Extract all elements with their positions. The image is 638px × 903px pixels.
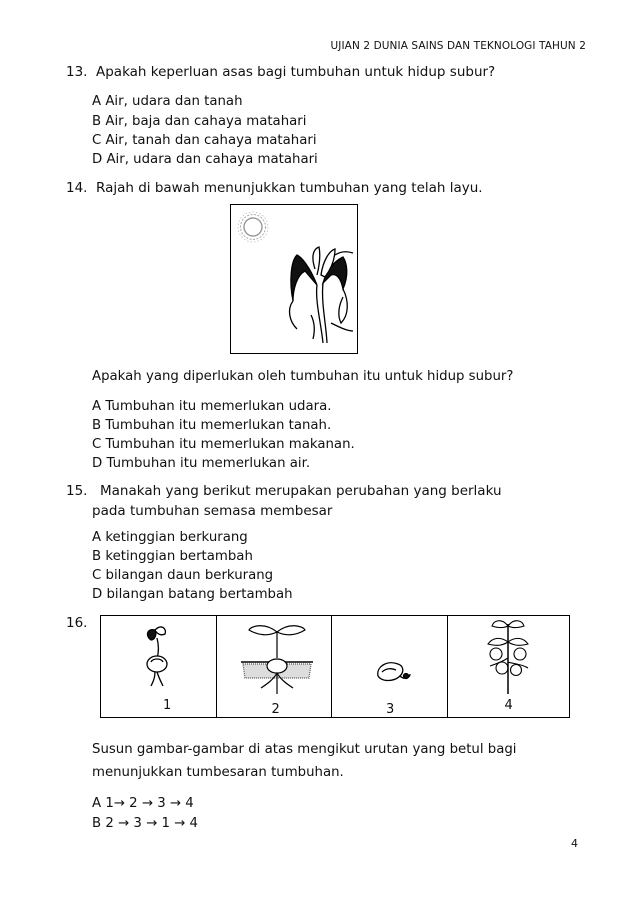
- stage-label-4: 4: [504, 698, 513, 713]
- q13-option-a: A Air, udara dan tanah: [92, 94, 243, 109]
- sprouting-seed-icon: [147, 627, 167, 686]
- q15-text-line1: Manakah yang berikut merupakan perubahan yang berlaku: [100, 483, 502, 499]
- q14-number: 14.: [66, 180, 88, 196]
- q14-option-d: D Tumbuhan itu memerlukan air.: [92, 456, 311, 471]
- q14-question: Apakah yang diperlukan oleh tumbuhan itu untuk hidup subur?: [92, 369, 514, 384]
- q16-option-b: B 2 → 3 → 1 → 4: [92, 816, 198, 831]
- wilted-plant-icon: [290, 247, 353, 343]
- q15-option-c: C bilangan daun berkurang: [92, 568, 274, 583]
- q16-option-a: A 1→ 2 → 3 → 4: [92, 796, 194, 811]
- q13-option-d: D Air, udara dan cahaya matahari: [92, 152, 318, 167]
- q15-text-line2: pada tumbuhan semasa membesar: [92, 503, 333, 519]
- seed-icon: [378, 663, 410, 681]
- q14-option-c: C Tumbuhan itu memerlukan makanan.: [92, 437, 355, 452]
- stage-label-2: 2: [271, 702, 280, 717]
- q16-text-line2: menunjukkan tumbesaran tumbuhan.: [92, 765, 344, 780]
- wilted-plant-figure: [230, 204, 358, 354]
- q13-number: 13.: [66, 64, 88, 80]
- growth-stages-table: [100, 615, 570, 718]
- stage-cell-4: [448, 616, 569, 717]
- q14-option-b: B Tumbuhan itu memerlukan tanah.: [92, 418, 332, 433]
- q15-option-b: B ketinggian bertambah: [92, 549, 253, 564]
- q15-option-a: A ketinggian berkurang: [92, 530, 248, 545]
- stage-cell-1: [101, 616, 217, 717]
- stage-label-1: 1: [163, 698, 172, 713]
- stage-cell-3: [332, 616, 448, 717]
- q13-option-b: B Air, baja dan cahaya matahari: [92, 114, 307, 129]
- q14-option-a: A Tumbuhan itu memerlukan udara.: [92, 399, 332, 414]
- page-header: UJIAN 2 DUNIA SAINS DAN TEKNOLOGI TAHUN 2: [330, 40, 586, 52]
- q16-number: 16.: [66, 615, 88, 631]
- q16-text-line1: Susun gambar-gambar di atas mengikut urutan yang betul bagi: [92, 742, 517, 757]
- stage-cell-2: [217, 616, 333, 717]
- q14-text: Rajah di bawah menunjukkan tumbuhan yang telah layu.: [96, 180, 483, 196]
- stage-label-3: 3: [386, 702, 395, 717]
- q13-option-c: C Air, tanah dan cahaya matahari: [92, 133, 317, 148]
- q13-text: Apakah keperluan asas bagi tumbuhan untuk hidup subur?: [96, 64, 496, 80]
- q15-option-d: D bilangan batang bertambah: [92, 587, 293, 602]
- q15-number: 15.: [66, 483, 88, 499]
- sun-icon: [238, 212, 268, 242]
- fruiting-plant-icon: [488, 621, 528, 694]
- seedling-icon: [241, 626, 313, 694]
- page-number: 4: [571, 837, 578, 850]
